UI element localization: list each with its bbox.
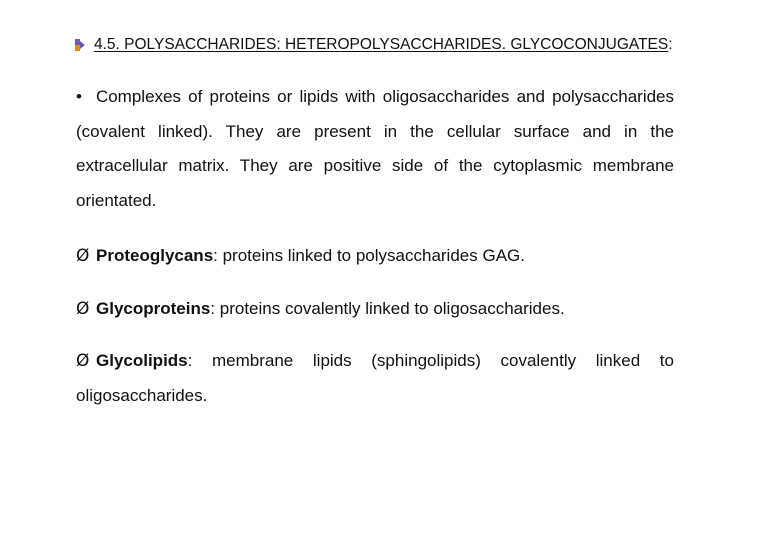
list-item: [76, 239, 674, 274]
arrow-bullet-icon: Ø: [76, 299, 90, 319]
item-term: Proteoglycans: [96, 246, 214, 265]
item-text: : proteins linked to polysaccharides GAG.: [213, 246, 525, 265]
item-text: : membrane lipids (sphingolipids) covalently linked to oligosaccharides.: [76, 351, 674, 405]
item-text: : proteins covalently linked to oligosaccharides.: [210, 299, 565, 318]
intro-text: Complexes of proteins or lipids with oligosaccharides and polysaccharides (covalent linked). They are present in the cellular surface and in the extracellular matrix. They are positive side of the cytoplasmic membrane orientated.: [76, 87, 674, 210]
item-term: Glycolipids: [96, 351, 188, 370]
bullet-dot: •: [76, 87, 82, 106]
list-item: [76, 292, 674, 327]
intro-paragraph: [76, 80, 674, 218]
list-item: [76, 344, 674, 413]
arrow-bullet-icon: Ø: [76, 246, 90, 266]
slide-title: [72, 36, 772, 54]
item-term: Glycoproteins: [96, 299, 211, 318]
arrow-bullet-icon: Ø: [76, 351, 90, 371]
title-colon: :: [668, 36, 673, 53]
title-text: 4.5. POLYSACCHARIDES: HETEROPOLYSACCHARIDES. GLYCOCONJUGATES: [94, 36, 669, 53]
bullet-arrow-icon: [72, 37, 88, 53]
